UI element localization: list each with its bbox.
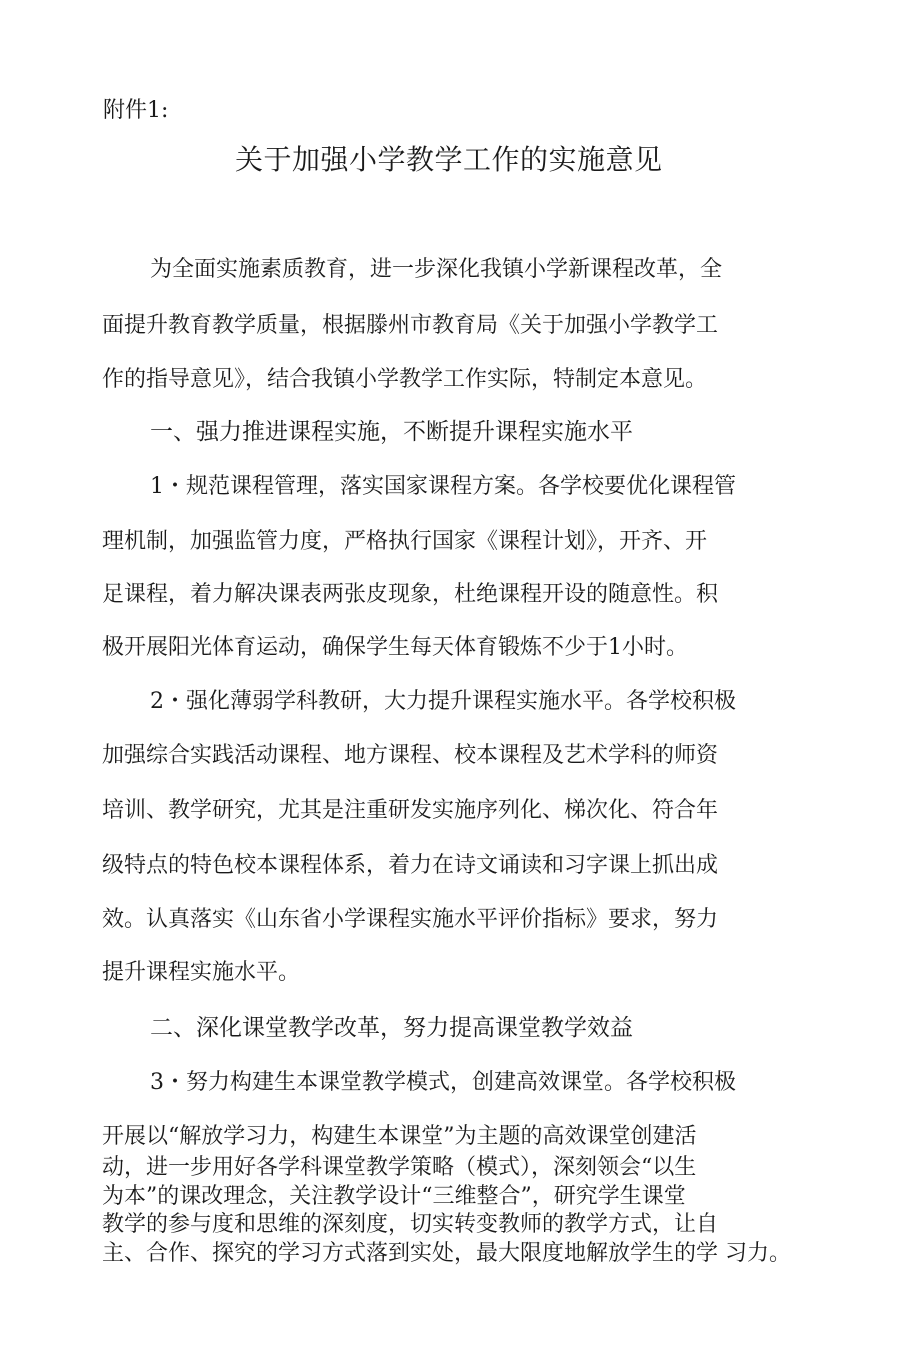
paragraph-line: 为本”的课改理念，关注教学设计“三维整合”，研究学生课堂	[102, 1184, 686, 1209]
paragraph-line: 主、合作、探究的学习方式落到实处，最大限度地解放学生的学 习力。	[102, 1241, 791, 1266]
paragraph-line: 教学的参与度和思维的深刻度，切实转变教师的教学方式，让自	[102, 1212, 719, 1237]
paragraph-line: 1・规范课程管理，落实国家课程方案。各学校要优化课程管	[150, 474, 736, 499]
paragraph-line: 级特点的特色校本课程体系，着力在诗文诵读和习字课上抓出成	[102, 853, 719, 878]
section-heading: 一、强力推进课程实施，不断提升课程实施水平	[150, 419, 633, 445]
paragraph-line: 理机制，加强监管力度，严格执行国家《课程计划》，开齐、开	[102, 529, 708, 554]
paragraph-line: 为全面实施素质教育，进一步深化我镇小学新课程改革，全	[150, 257, 723, 282]
document-title: 关于加强小学教学工作的实施意见	[235, 143, 663, 176]
paragraph-line: 加强综合实践活动课程、地方课程、校本课程及艺术学科的师资	[102, 743, 719, 768]
attachment-label: 附件1:	[103, 98, 169, 123]
paragraph-line: 面提升教育教学质量，根据滕州市教育局《关于加强小学教学工	[102, 313, 719, 338]
paragraph-line: 足课程，着力解决课表两张皮现象，杜绝课程开设的随意性。积	[102, 582, 719, 607]
paragraph-line: 效。认真落实《山东省小学课程实施水平评价指标》要求，努力	[102, 907, 719, 932]
section-heading: 二、深化课堂教学改革，努力提高课堂教学效益	[150, 1015, 633, 1041]
paragraph-line: 开展以“解放学习力，构建生本课堂”为主题的高效课堂创建活	[102, 1124, 697, 1149]
paragraph-line: 作的指导意见》，结合我镇小学教学工作实际，特制定本意见。	[102, 367, 708, 392]
paragraph-line: 提升课程实施水平。	[102, 960, 301, 985]
paragraph-line: 动，进一步用好各学科课堂教学策略（模式），深刻领会“以生	[102, 1155, 697, 1180]
paragraph-line: 3・努力构建生本课堂教学模式，创建高效课堂。各学校积极	[150, 1070, 736, 1095]
paragraph-line: 2・强化薄弱学科教研，大力提升课程实施水平。各学校积极	[150, 689, 736, 714]
paragraph-line: 培训、教学研究，尤其是注重研发实施序列化、梯次化、符合年	[102, 798, 719, 823]
paragraph-line: 极开展阳光体育运动，确保学生每天体育锻炼不少于1小时。	[102, 635, 688, 660]
